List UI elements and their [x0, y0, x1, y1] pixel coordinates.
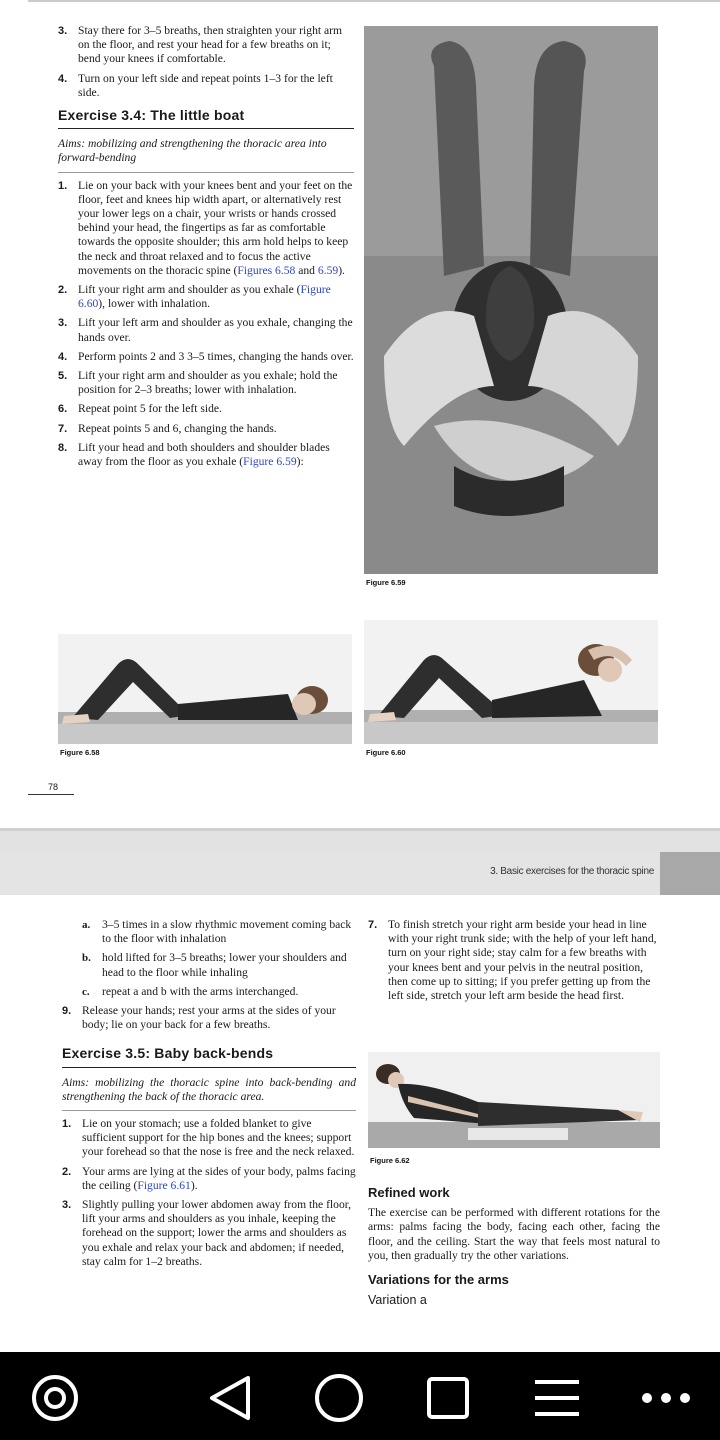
list-item: 3. Stay there for 3–5 breaths, then straighten your right arm on the floor, and rest your head for a few breaths on it; bend your knees if comfortable. — [58, 24, 343, 66]
list-item: 4. Perform points 2 and 3 3–5 times, changing the hands over. — [58, 349, 354, 363]
page-separator — [0, 828, 720, 852]
screen-assist-icon — [27, 1370, 83, 1426]
chapter-tab — [660, 852, 720, 895]
exercise-title: Exercise 3.5: Baby back-bends — [62, 1046, 356, 1067]
more-button[interactable] — [638, 1370, 694, 1426]
home-icon — [311, 1370, 367, 1426]
list-item: 7. To finish stretch your right arm beside your head in line with your right trunk side; with the help of your left hand, turn on your right side; stay calm for a few breaths with your knees bent and your pelvis in the neutral position, then come up to sitting; if you prefer getting up from the left side, stretch your left arm beside the head first. — [368, 918, 657, 1003]
figure-6-60-photo[interactable] — [364, 620, 658, 744]
aims-text: Aims: mobilizing the thoracic spine into back-bending and strengthening the back of the thoracic area. — [62, 1076, 356, 1111]
figure-caption: Figure 6.62 — [370, 1156, 410, 1165]
recents-button[interactable] — [420, 1370, 476, 1426]
figure-6-58-photo[interactable] — [58, 634, 352, 744]
list-item: 9. Release your hands; rest your arms at the sides of your body; lie on your back for a few breaths. — [62, 1004, 336, 1032]
figure-caption: Figure 6.58 — [60, 748, 100, 757]
list-item: 8. Lift your head and both shoulders and shoulder blades away from the floor as you exhale (Figure 6.59): — [58, 440, 330, 469]
running-head-text: 3. Basic exercises for the thoracic spine — [490, 866, 654, 877]
list-item: 2. Your arms are lying at the sides of your body, palms facing the ceiling (Figure 6.61). — [62, 1164, 356, 1192]
figure-6-62-photo[interactable] — [368, 1052, 660, 1148]
figure-6-59-photo[interactable] — [364, 26, 658, 574]
exercise-title: Exercise 3.4: The little boat — [58, 108, 354, 129]
aims-text: Aims: mobilizing and strengthening the thoracic area into forward-bending — [58, 137, 354, 172]
menu-icon — [529, 1370, 585, 1426]
top-rule — [28, 0, 720, 2]
left-column — [58, 24, 354, 474]
back-button[interactable] — [202, 1370, 258, 1426]
back-icon — [202, 1370, 258, 1426]
more-icon — [638, 1370, 694, 1426]
list-item: 1. Lie on your stomach; use a folded blanket to give sufficient support for the hip bones and the knees; support your forehead so that the nose is free and the neck relaxed. — [62, 1117, 355, 1159]
list-item: 6. Repeat point 5 for the left side. — [58, 402, 222, 416]
navigation-bar — [0, 1352, 720, 1440]
figure-link[interactable]: Figure 6.59 — [243, 455, 297, 469]
list-item: 4. Turn on your left side and repeat points 1–3 for the left side. — [58, 71, 333, 99]
exercise-photo-backbend — [368, 1052, 660, 1148]
list-item: c. repeat a and b with the arms interchanged. — [82, 984, 299, 998]
list-item: a. 3–5 times in a slow rhythmic movement coming back to the floor with inhalation — [82, 918, 352, 946]
book-page-79 — [0, 852, 720, 1352]
exercise-photo-lying — [58, 634, 352, 744]
list-item: 3. Lift your left arm and shoulder as you exhale, changing the hands over. — [58, 316, 353, 344]
list-item: b. hold lifted for 3–5 breaths; lower your shoulders and head to the floor while inhaling — [82, 951, 347, 979]
exercise-photo-top-view — [364, 26, 658, 574]
right-column-lower — [368, 1182, 660, 1311]
figure-link[interactable]: 6.59 — [317, 263, 339, 277]
figure-link[interactable]: Figures 6.58 — [237, 263, 296, 277]
right-column — [368, 918, 660, 1008]
subsection-heading: Variation a — [368, 1293, 427, 1308]
section-heading: Refined work — [368, 1185, 450, 1200]
running-head — [0, 852, 720, 895]
page-number-rule — [28, 794, 74, 795]
list-item: 2. Lift your right arm and shoulder as you exhale (Figure 6.60), lower with inhalation. — [58, 283, 331, 311]
section-heading: Variations for the arms — [368, 1272, 509, 1288]
list-item: 5. Lift your right arm and shoulder as you exhale; hold the position for 2–3 breaths; lower with inhalation. — [58, 369, 338, 397]
exercise-photo-lift — [364, 620, 658, 744]
figure-caption: Figure 6.59 — [366, 578, 406, 587]
list-item: 3. Slightly pulling your lower abdomen away from the floor, lift your arms and shoulders as you inhale, keeping the forehead on the support; lower the arms and shoulders as you exhale and relax your back and abdomen; if needed, stay calm for 1–2 breaths. — [62, 1198, 352, 1268]
menu-button[interactable] — [529, 1370, 585, 1426]
figure-link[interactable]: Figure 6.61 — [137, 1178, 191, 1192]
figure-caption: Figure 6.60 — [366, 748, 406, 757]
recents-icon — [420, 1370, 476, 1426]
list-item: 7. Repeat points 5 and 6, changing the hands. — [58, 421, 277, 435]
paragraph: The exercise can be performed with different rotations for the arms: palms facing the body, facing each other, facing the floor, and the ceiling. Start the way that feels most natural to you, then gradually try the other variations. — [368, 1206, 660, 1262]
screen-assist-button[interactable] — [27, 1370, 83, 1426]
figure-link[interactable]: Figure 6.60 — [78, 283, 331, 311]
left-column — [62, 918, 356, 1274]
home-button[interactable] — [311, 1370, 367, 1426]
list-item: 1. Lie on your back with your knees bent and your feet on the floor, feet and knees hip width apart, or alternatively rest your lower legs on a chair, your wrists or hands crossed behind your head, the fingertips as far as comfortable towards the opposite shoulder; this arm hold helps to keep the neck and throat relaxed and to focus the active movements on the thoracic spine (Figures 6.58 and 6.59). — [58, 178, 353, 277]
page-number: 78 — [48, 782, 59, 792]
